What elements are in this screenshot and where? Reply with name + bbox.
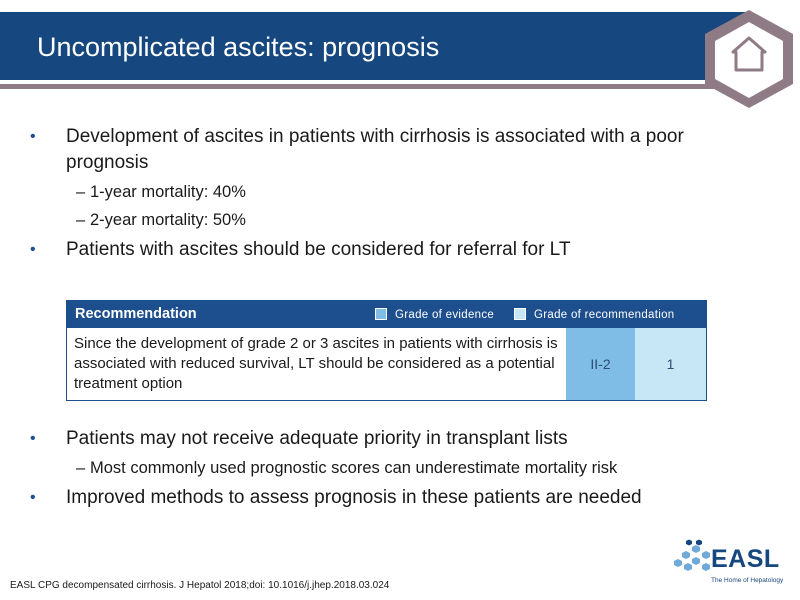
legend-evidence: [375, 308, 494, 321]
sub-bullet-text: 1-year mortality: 40%: [90, 183, 246, 201]
sub-bullet-item: [76, 181, 246, 203]
legend-swatch-evidence: [375, 308, 387, 320]
recommendation-label: Recommendation: [75, 306, 197, 322]
bullet-text: Patients with ascites should be considered for referral for LT: [66, 239, 571, 260]
sub-bullet-text: Most commonly used prognostic scores can underestimate mortality risk: [90, 459, 618, 477]
bullet-dot: •: [30, 241, 36, 258]
sub-bullet-dash: –: [76, 211, 86, 229]
recommendation-header: [67, 301, 706, 328]
page-title: Uncomplicated ascites: prognosis: [37, 32, 440, 62]
sub-bullet-item: [76, 209, 246, 231]
bullet-text: Improved methods to assess prognosis in these patients are needed: [66, 487, 642, 508]
legend-swatch-recommendation: [514, 308, 526, 320]
legend-evidence-label: Grade of evidence: [395, 309, 495, 321]
bullet-text: Patients may not receive adequate priority in transplant lists: [66, 428, 568, 449]
citation-footer: EASL CPG decompensated cirrhosis. J Hepatol 2018;doi: 10.1016/j.jhep.2018.03.024: [10, 580, 390, 591]
easl-logo-text: EASL: [711, 545, 780, 573]
sub-bullet-text: 2-year mortality: 50%: [90, 211, 246, 229]
legend-recommendation: [514, 308, 675, 321]
grade-recommendation-cell: 1: [635, 328, 706, 400]
sub-bullet-dash: –: [76, 183, 86, 201]
bullet-text: Development of ascites in patients with cirrhosis is associated with a poor prognosis: [66, 126, 684, 173]
bullet-dot: •: [30, 430, 36, 447]
bullet-dot: •: [30, 128, 36, 145]
grade-evidence-cell: II-2: [566, 328, 635, 400]
recommendation-text: Since the development of grade 2 or 3 ascites in patients with cirrhosis is associated with reduced survival, LT should be considered as a potential treatment option: [74, 335, 558, 392]
recommendation-box: [66, 300, 707, 401]
sub-bullet-item: [76, 457, 618, 479]
sub-bullet-dash: –: [76, 459, 86, 477]
legend-recommendation-label: Grade of recommendation: [534, 309, 675, 321]
bullet-dot: •: [30, 489, 36, 506]
easl-tagline: The Home of Hepatology: [711, 577, 784, 584]
